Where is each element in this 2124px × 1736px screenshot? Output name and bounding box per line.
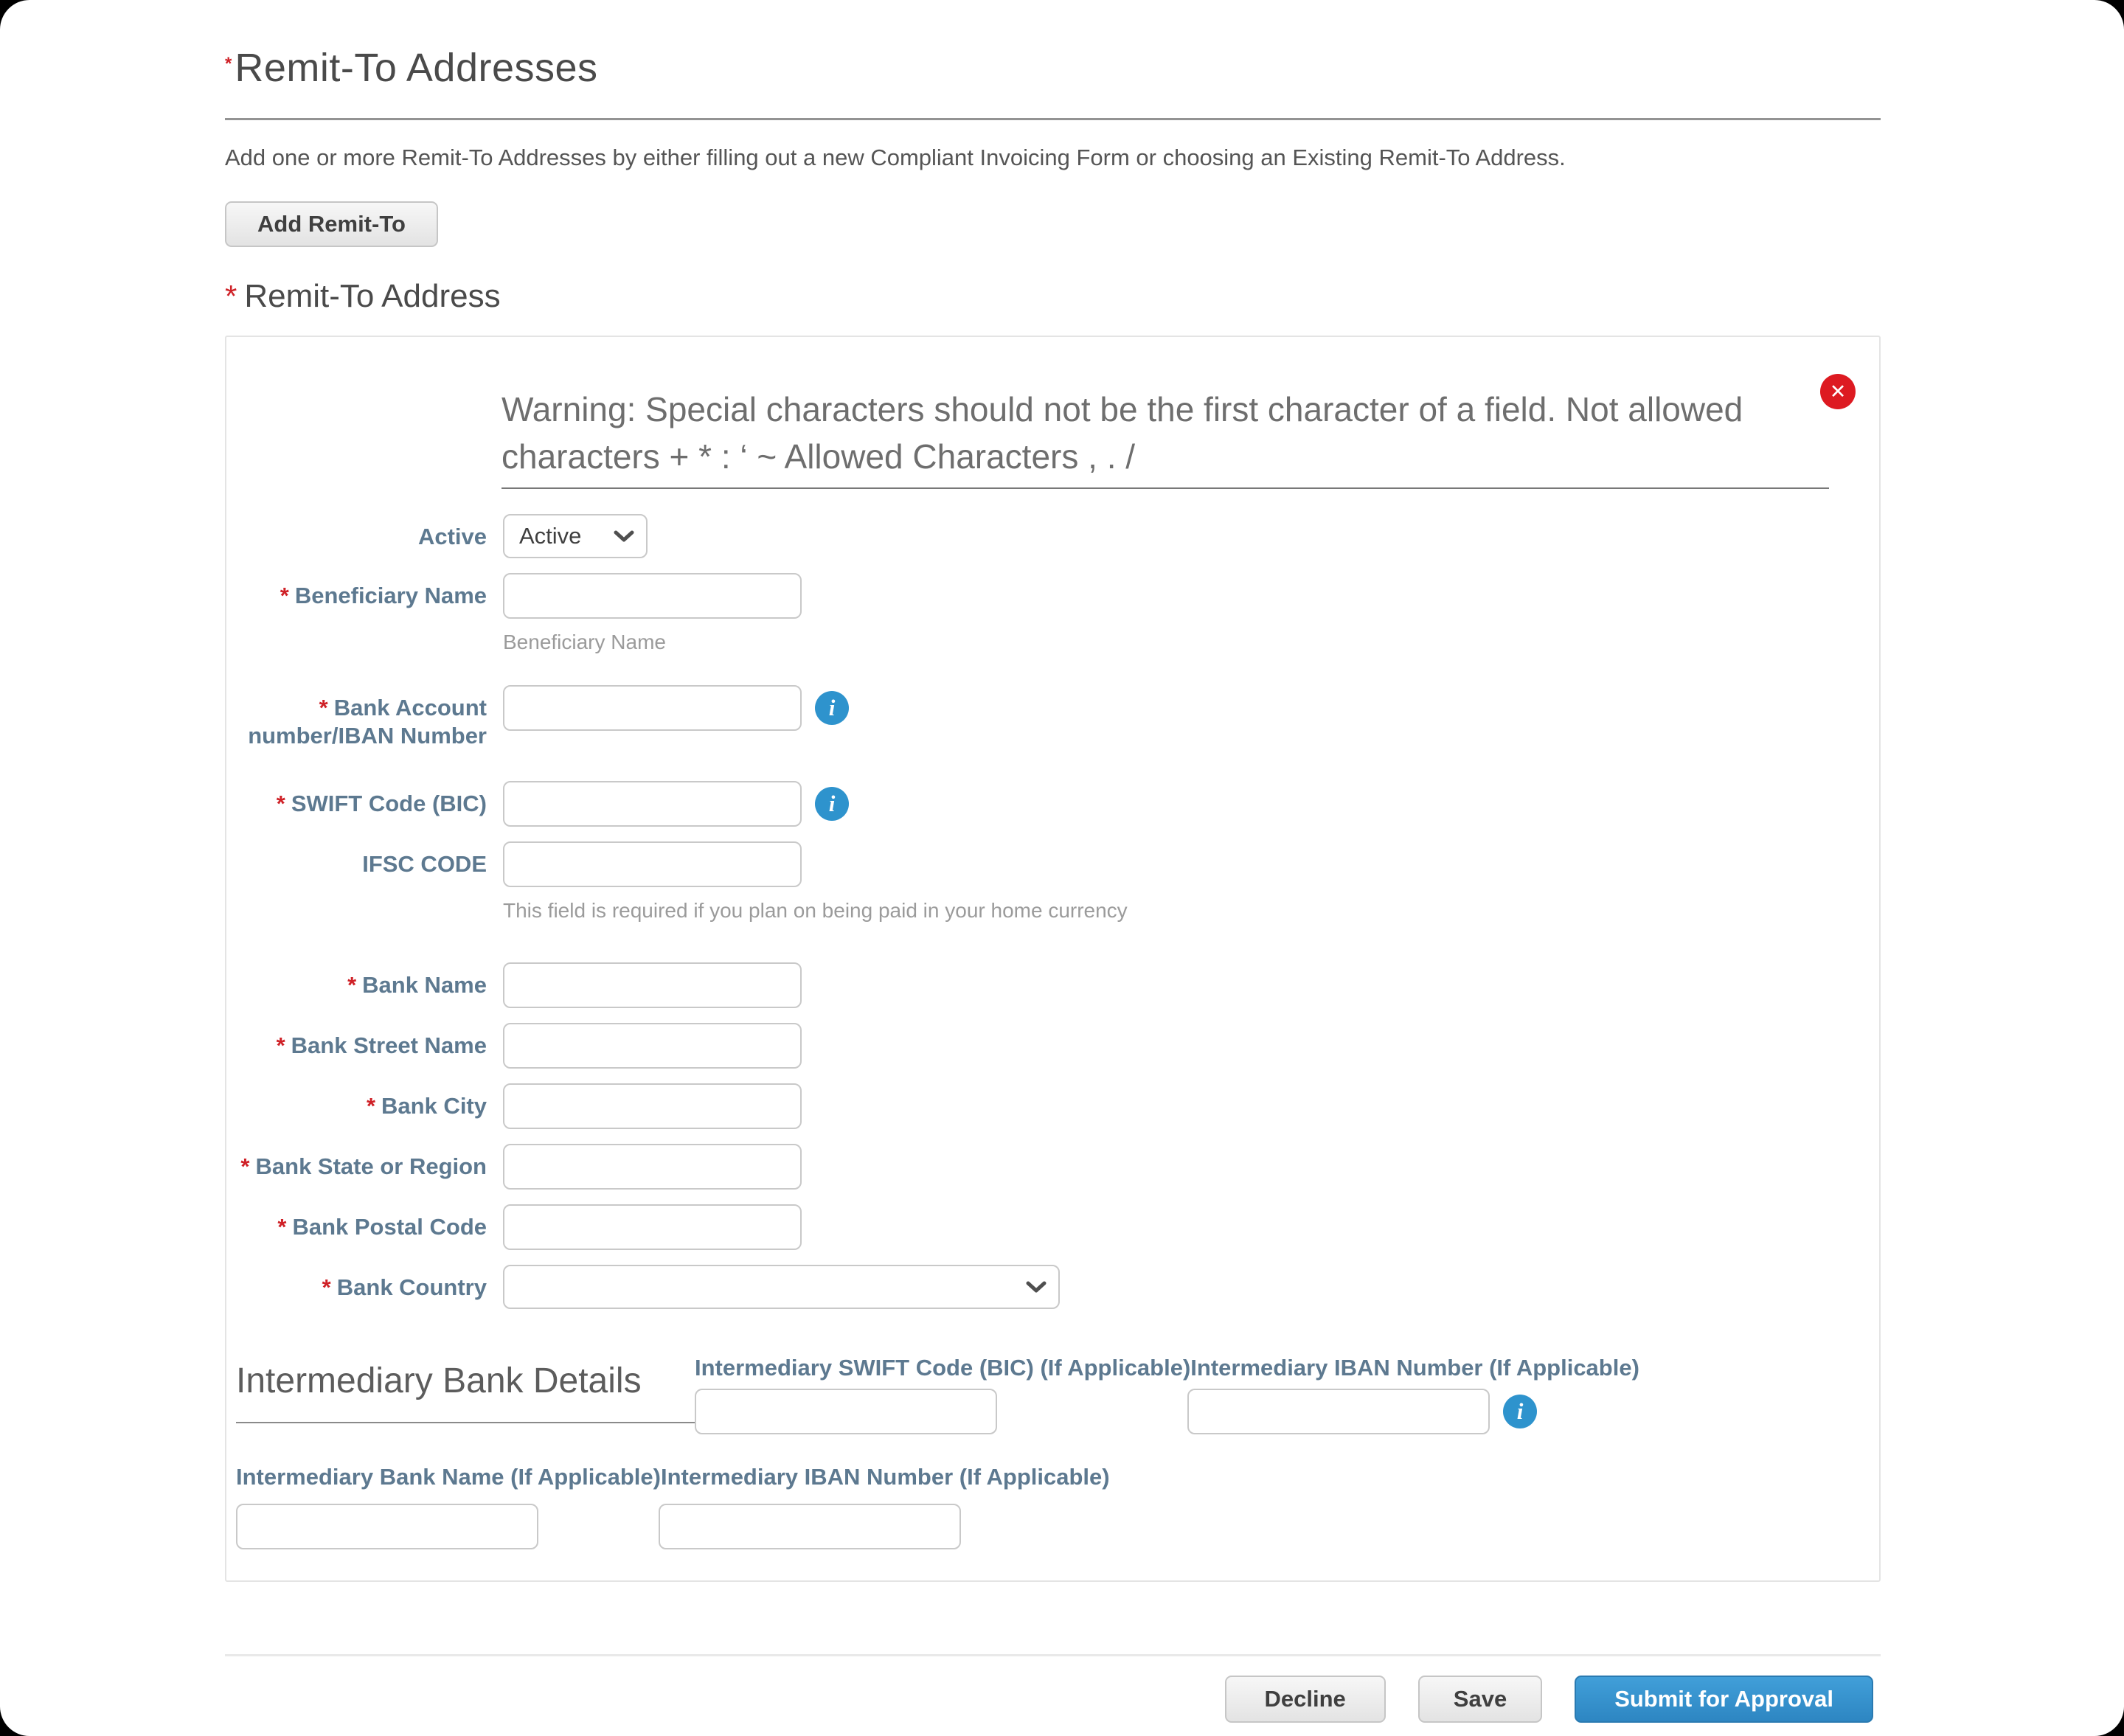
page-header [225, 46, 1881, 100]
intermediary-bank-name-input[interactable] [236, 1504, 538, 1549]
active-row [236, 514, 1879, 558]
bank-account-input[interactable] [503, 685, 802, 731]
warning-text: Warning: Special characters should not be the first character of a field. Not allowed characters + * : ‘ ~ Allowed Characters , . / [502, 390, 1743, 476]
info-icon[interactable]: i [815, 787, 849, 821]
section-title: Remit-To Address [244, 278, 501, 314]
chevron-down-icon [1026, 1281, 1047, 1293]
bank-name-row [236, 962, 1879, 1008]
bank-account-label: * Bank Account number/IBAN Number [248, 695, 487, 749]
bank-postal-input[interactable] [503, 1204, 802, 1250]
required-asterisk: * [225, 279, 237, 313]
bank-postal-row [236, 1204, 1879, 1250]
bank-city-label: * Bank City [366, 1093, 487, 1119]
bank-name-input[interactable] [503, 962, 802, 1008]
close-icon[interactable]: ✕ [1820, 374, 1856, 409]
save-button[interactable]: Save [1418, 1676, 1542, 1723]
ifsc-code-helper: This field is required if you plan on being paid in your home currency [503, 899, 1128, 922]
ifsc-code-label: IFSC CODE [362, 851, 487, 877]
required-asterisk: * [366, 1093, 376, 1119]
ifsc-code-input[interactable] [503, 841, 802, 887]
intermediary-iban-label: Intermediary IBAN Number (If Applicable) [1190, 1355, 1639, 1381]
beneficiary-name-input[interactable] [503, 573, 802, 619]
intermediary-row2-labels [236, 1461, 1879, 1493]
required-asterisk: * [225, 54, 232, 74]
bank-name-label: * Bank Name [347, 972, 487, 998]
remit-to-form [236, 514, 1879, 1309]
intermediary-heading: Intermediary Bank Details [236, 1352, 695, 1423]
required-asterisk: * [277, 1214, 287, 1240]
footer-actions [225, 1676, 1881, 1723]
required-asterisk: * [240, 1153, 250, 1179]
bank-state-label: * Bank State or Region [240, 1153, 487, 1179]
page-title: Remit-To Addresses [235, 46, 598, 90]
intermediary-iban2-input[interactable] [659, 1504, 961, 1549]
beneficiary-name-label: * Beneficiary Name [280, 583, 487, 608]
add-remit-to-button[interactable]: Add Remit-To [225, 201, 438, 247]
intermediary-swift-label: Intermediary SWIFT Code (BIC) (If Applicable) [695, 1355, 1191, 1381]
beneficiary-name-row [236, 573, 1879, 654]
intermediary-iban2-label: Intermediary IBAN Number (If Applicable) [660, 1464, 1110, 1490]
info-icon[interactable]: i [815, 691, 849, 725]
bank-country-row [236, 1265, 1879, 1309]
intermediary-section [236, 1352, 1879, 1549]
intermediary-swift-input[interactable] [695, 1389, 997, 1434]
footer-divider [225, 1654, 1881, 1656]
required-asterisk: * [322, 1274, 331, 1300]
bank-city-input[interactable] [503, 1083, 802, 1129]
bank-country-label: * Bank Country [322, 1274, 487, 1300]
active-select[interactable] [503, 514, 648, 558]
required-asterisk: * [276, 1032, 285, 1058]
swift-code-row [236, 781, 1879, 827]
remit-to-address-panel [225, 336, 1881, 1582]
info-icon[interactable]: i [1503, 1395, 1537, 1428]
bank-street-input[interactable] [503, 1023, 802, 1069]
bank-street-row [236, 1023, 1879, 1069]
swift-code-label: * SWIFT Code (BIC) [276, 791, 487, 816]
intermediary-iban-input[interactable] [1187, 1389, 1490, 1434]
swift-code-input[interactable] [503, 781, 802, 827]
intermediary-row1-labels [695, 1352, 1639, 1384]
chevron-down-icon [614, 530, 634, 542]
submit-for-approval-button[interactable]: Submit for Approval [1575, 1676, 1873, 1723]
page-description: Add one or more Remit-To Addresses by either filling out a new Compliant Invoicing Form or choosing an Existing Remit-To Address. [225, 145, 1566, 170]
bank-city-row [236, 1083, 1879, 1129]
bank-postal-label: * Bank Postal Code [277, 1214, 487, 1240]
required-asterisk: * [280, 583, 289, 608]
bank-state-row [236, 1144, 1879, 1190]
beneficiary-name-helper: Beneficiary Name [503, 631, 666, 653]
bank-country-select[interactable] [503, 1265, 1060, 1309]
active-label: Active [417, 524, 487, 549]
active-select-value: Active [519, 523, 582, 549]
required-asterisk: * [276, 791, 285, 816]
warning-banner [502, 381, 1847, 489]
bank-account-row [236, 685, 1879, 750]
decline-button[interactable]: Decline [1225, 1676, 1386, 1723]
title-divider [225, 118, 1881, 120]
required-asterisk: * [347, 972, 357, 998]
ifsc-code-row [236, 841, 1879, 923]
required-asterisk: * [319, 695, 328, 721]
bank-street-label: * Bank Street Name [276, 1032, 487, 1058]
intermediary-bank-name-label: Intermediary Bank Name (If Applicable) [236, 1464, 661, 1490]
section-header [225, 278, 1881, 322]
bank-state-input[interactable] [503, 1144, 802, 1190]
